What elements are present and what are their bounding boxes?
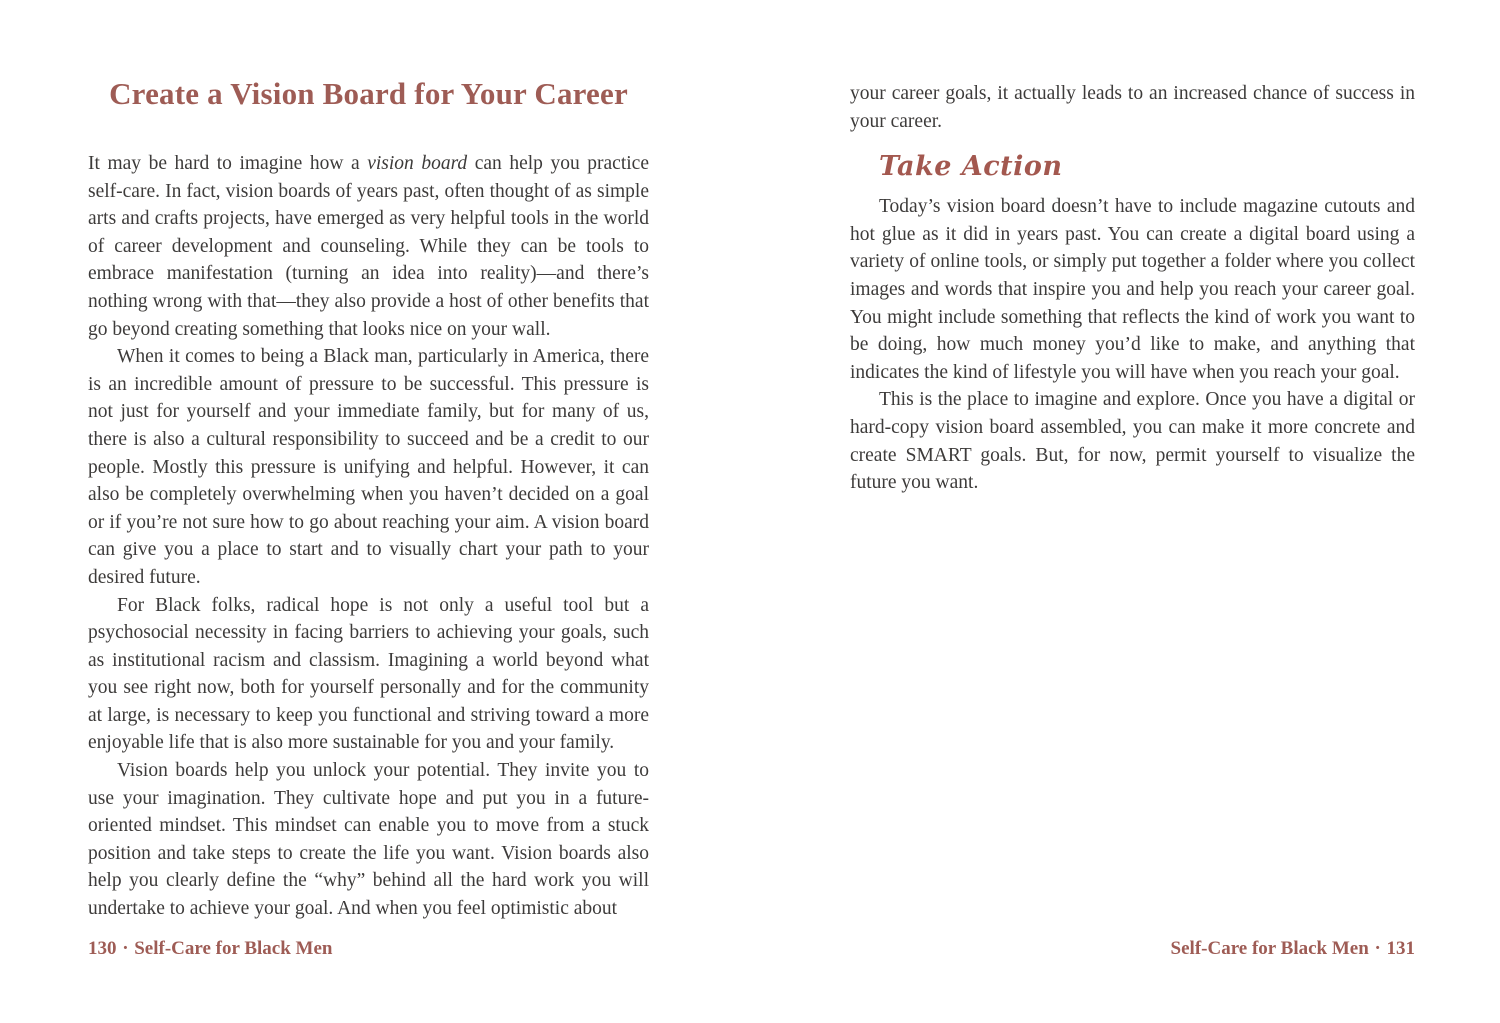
page-number: 130 — [88, 938, 117, 959]
book-title: Self-Care for Black Men — [1170, 938, 1369, 959]
paragraph-text: can help you practice self-care. In fact, vision boards of years past, often thought of as simple arts and crafts projects, have emerged as very helpful tools in the world of career development and counseling. While they can be tools to embrace manifestation (turning an idea into reality)—and there’s nothing wrong with that—they also provide a host of other benefits that go beyond creating something that looks nice on your wall. — [88, 153, 649, 340]
book-title: Self-Care for Black Men — [134, 938, 333, 959]
italic-term: vision board — [367, 153, 468, 174]
paragraph: Vision boards help you unlock your potential. They invite you to use your imagination. They cultivate hope and put you in a future-oriented mindset. This mindset can enable you to move from a stuck position and take steps to create the life you want. Vision boards also help you clearly define the “why” behind all the hard work you will undertake to achieve your goal. And when you feel optimistic about — [88, 760, 649, 920]
page-left — [88, 0, 649, 1023]
paragraph: Today’s vision board doesn’t have to include magazine cutouts and hot glue as it did in years past. You can create a digital board using a variety of online tools, or simply put together a folder where you collect images and words that inspire you and help you reach your career goal. You might include something that reflects the kind of work you want to be doing, how much money you’d like to make, and anything that indicates the kind of lifestyle you will have when you reach your goal. — [850, 196, 1415, 383]
footer-separator: · — [122, 938, 129, 959]
paragraph-text: It may be hard to imagine how a — [88, 153, 368, 174]
page-right — [850, 0, 1415, 1023]
right-page-body — [850, 80, 1415, 497]
paragraph: This is the place to imagine and explore. Once you have a digital or hard-copy vision board assembled, you can make it more concrete and create SMART goals. But, for now, permit yourself to visualize the future you want. — [850, 389, 1415, 494]
paragraph: When it comes to being a Black man, particularly in America, there is an incredible amount of pressure to be successful. This pressure is not just for yourself and your immediate family, but for many of us, there is also a cultural responsibility to succeed and be a credit to our people. Mostly this pressure is unifying and helpful. However, it can also be completely overwhelming when you haven’t decided on a goal or if you’re not sure how to go about reaching your aim. A vision board can give you a place to start and to visually chart your path to your desired future. — [88, 346, 649, 588]
right-page-footer — [1171, 938, 1415, 960]
paragraph-continuation: your career goals, it actually leads to an increased chance of success in your career. — [850, 83, 1415, 132]
footer-separator: · — [1374, 938, 1381, 959]
paragraph — [88, 150, 649, 343]
take-action-heading: Take Action — [879, 151, 1063, 183]
chapter-title: Create a Vision Board for Your Career — [109, 76, 628, 111]
left-page-footer — [88, 938, 332, 960]
left-page-body — [88, 150, 649, 923]
page-number: 131 — [1386, 938, 1415, 959]
paragraph: For Black folks, radical hope is not only a useful tool but a psychosocial necessity in facing barriers to achieving your goals, such as institutional racism and classism. Imagining a world beyond what you see right now, both for yourself personally and for the community at large, is necessary to keep you functional and striving toward a more enjoyable life that is also more sustainable for you and your family. — [88, 594, 649, 754]
